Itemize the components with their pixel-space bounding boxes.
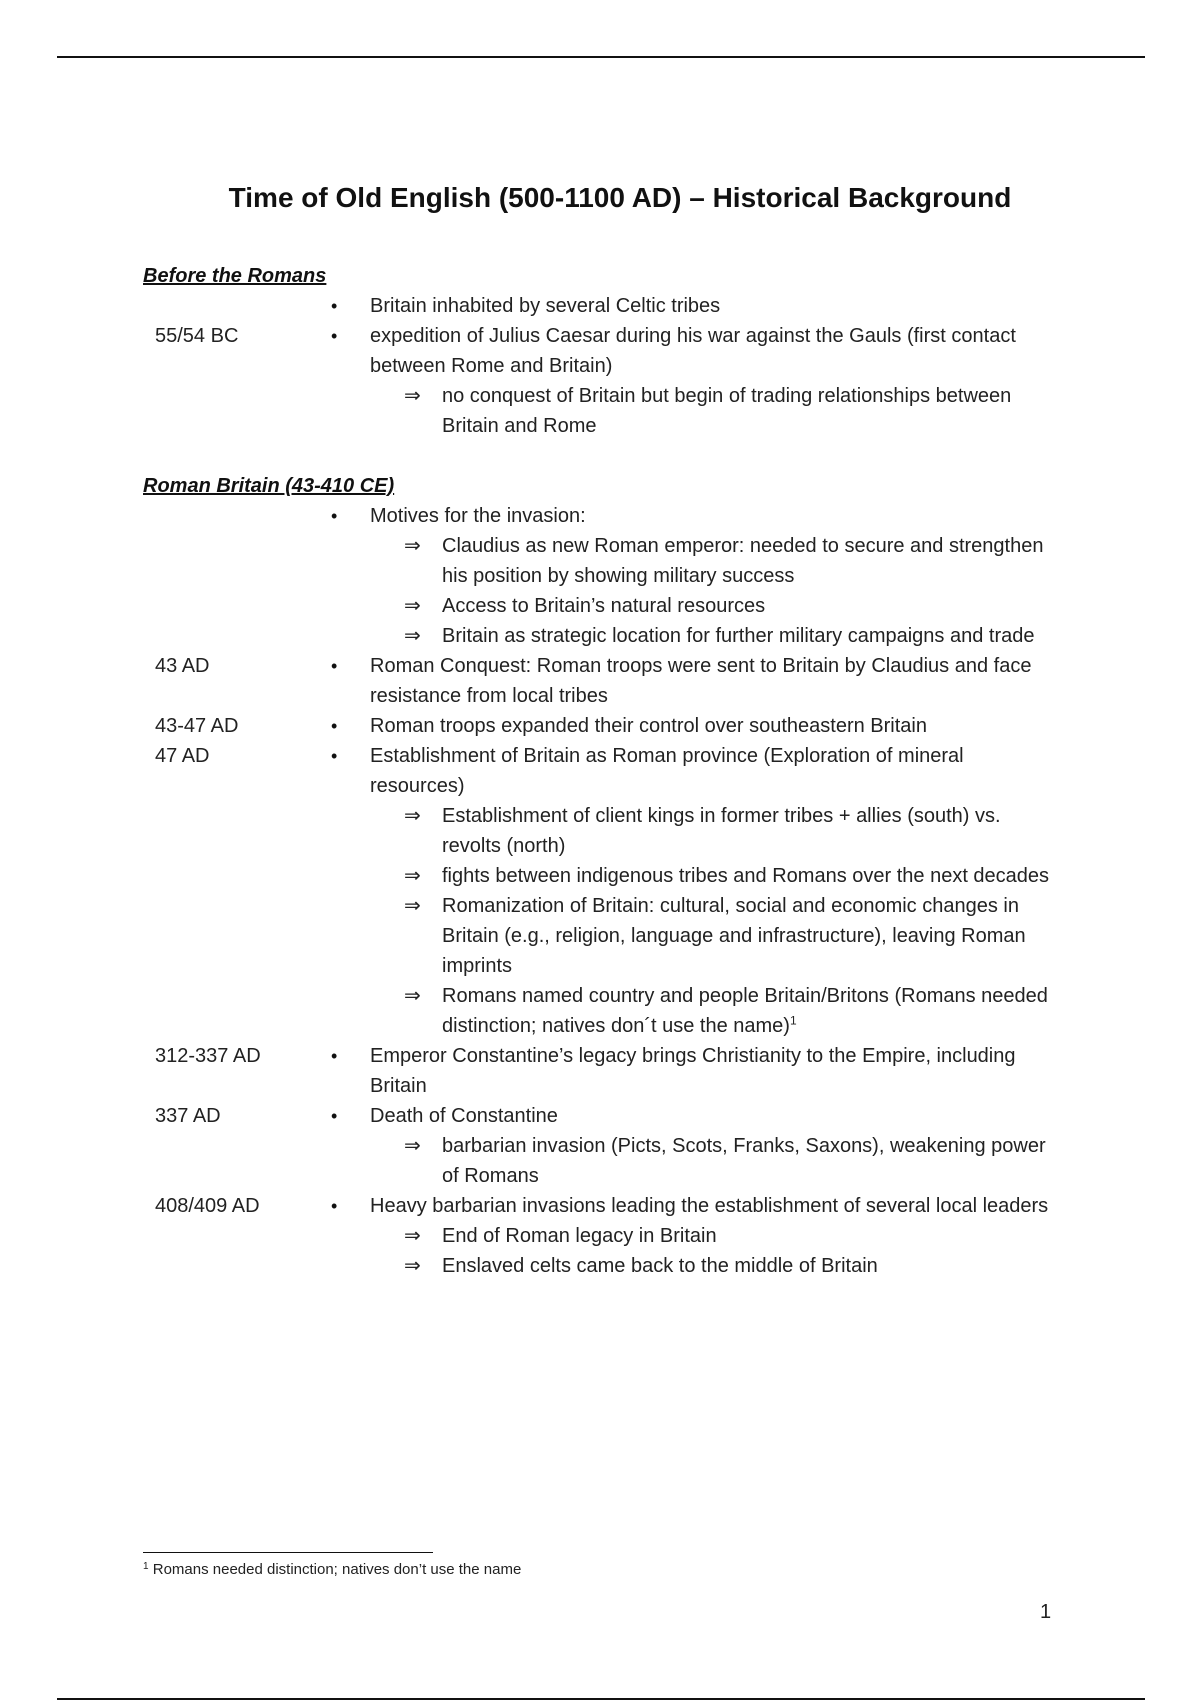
entry-date: 408/409 AD bbox=[155, 1195, 260, 1217]
sub-point bbox=[404, 1251, 1057, 1281]
bullet-icon: • bbox=[331, 296, 338, 316]
arrow-icon: ⇒ bbox=[404, 1255, 421, 1277]
sub-point-text: no conquest of Britain but begin of trading relationships between Britain and Rome bbox=[442, 385, 1012, 437]
bullet-icon: • bbox=[331, 506, 338, 526]
timeline-entry bbox=[143, 291, 1043, 321]
bullet-icon: • bbox=[331, 1196, 338, 1216]
arrow-icon: ⇒ bbox=[404, 625, 421, 647]
arrow-icon: ⇒ bbox=[404, 805, 421, 827]
sub-point-text: Establishment of client kings in former tribes + allies (south) vs. revolts (north) bbox=[442, 805, 1001, 857]
sub-point bbox=[404, 591, 1057, 621]
sub-point bbox=[404, 1221, 1057, 1251]
entry-text: Britain inhabited by several Celtic tribes bbox=[370, 295, 721, 317]
sub-point-text: Romanization of Britain: cultural, social and economic changes in Britain (e.g., religion, language and infrastructure), leaving Roman imprints bbox=[442, 895, 1026, 977]
sub-point-text bbox=[442, 981, 1057, 1041]
timeline-entry bbox=[143, 1191, 1049, 1221]
timeline-entry bbox=[143, 501, 1043, 531]
section-heading: Before the Romans bbox=[143, 265, 327, 287]
entry-date: 337 AD bbox=[155, 1105, 221, 1127]
timeline-entry bbox=[143, 321, 1043, 381]
footnote bbox=[143, 1561, 521, 1578]
entry-text: Establishment of Britain as Roman province (Exploration of mineral resources) bbox=[370, 745, 964, 797]
sub-point-text: Enslaved celts came back to the middle of Britain bbox=[442, 1255, 878, 1277]
header-rule bbox=[57, 56, 1145, 58]
timeline-entry bbox=[143, 1101, 1043, 1131]
bullet-icon: • bbox=[331, 746, 338, 766]
arrow-icon: ⇒ bbox=[404, 865, 421, 887]
entry-text: Death of Constantine bbox=[370, 1105, 558, 1127]
sub-point-text: barbarian invasion (Picts, Scots, Franks, Saxons), weakening power of Romans bbox=[442, 1135, 1046, 1187]
page-number: 1 bbox=[1040, 1601, 1052, 1623]
entry-date: 47 AD bbox=[155, 745, 210, 767]
sub-point bbox=[404, 861, 1057, 891]
entry-date: 43 AD bbox=[155, 655, 210, 677]
timeline-entry bbox=[143, 651, 1043, 711]
sub-point bbox=[404, 801, 1057, 861]
entry-text: expedition of Julius Caesar during his war against the Gauls (first contact between Rome and Britain) bbox=[370, 325, 1016, 377]
bullet-icon: • bbox=[331, 326, 338, 346]
section-roman-britain bbox=[143, 471, 1050, 1281]
sub-point-text: End of Roman legacy in Britain bbox=[442, 1225, 717, 1247]
sub-point-text: Access to Britain’s natural resources bbox=[442, 595, 766, 617]
sub-point-text: Claudius as new Roman emperor: needed to secure and strengthen his position by showing military success bbox=[442, 535, 1044, 587]
footnote-text: Romans needed distinction; natives don’t use the name bbox=[152, 1561, 522, 1578]
entry-text: Heavy barbarian invasions leading the establishment of several local leaders bbox=[370, 1195, 1049, 1217]
sub-point-text: Britain as strategic location for further military campaigns and trade bbox=[442, 625, 1035, 647]
page-title: Time of Old English (500-1100 AD) – Historical Background bbox=[228, 182, 1012, 213]
bullet-icon: • bbox=[331, 716, 338, 736]
sub-point bbox=[404, 621, 1057, 651]
entry-text: Roman Conquest: Roman troops were sent to Britain by Claudius and face resistance from local tribes bbox=[370, 655, 1032, 707]
arrow-icon: ⇒ bbox=[404, 985, 421, 1007]
entry-date: 43-47 AD bbox=[155, 715, 239, 737]
bullet-icon: • bbox=[331, 656, 338, 676]
sub-point bbox=[404, 1131, 1057, 1191]
sub-point bbox=[404, 531, 1057, 591]
entry-text: Emperor Constantine’s legacy brings Christianity to the Empire, including Britain bbox=[370, 1045, 1016, 1097]
entry-text: Motives for the invasion: bbox=[370, 505, 586, 527]
arrow-icon: ⇒ bbox=[404, 535, 421, 557]
arrow-icon: ⇒ bbox=[404, 1135, 421, 1157]
footnote-mark: 1 bbox=[143, 1561, 149, 1572]
section-heading: Roman Britain (43-410 CE) bbox=[143, 475, 395, 497]
entry-date: 55/54 BC bbox=[155, 325, 239, 347]
arrow-icon: ⇒ bbox=[404, 595, 421, 617]
bullet-icon: • bbox=[331, 1046, 338, 1066]
timeline-entry bbox=[143, 1041, 1043, 1101]
sub-point bbox=[404, 981, 1057, 1041]
footnote-separator bbox=[143, 1552, 433, 1553]
section-before-romans bbox=[143, 261, 1043, 441]
arrow-icon: ⇒ bbox=[404, 1225, 421, 1247]
entry-text: Roman troops expanded their control over southeastern Britain bbox=[370, 715, 927, 737]
sub-point-text-body: Romans named country and people Britain/Britons (Romans needed distinction; natives don´t use the name) bbox=[442, 985, 1048, 1037]
entry-date: 312-337 AD bbox=[155, 1045, 261, 1067]
sub-point bbox=[404, 381, 1057, 441]
arrow-icon: ⇒ bbox=[404, 385, 421, 407]
timeline-entry bbox=[143, 711, 1043, 741]
bullet-icon: • bbox=[331, 1106, 338, 1126]
arrow-icon: ⇒ bbox=[404, 895, 421, 917]
sub-point-text: fights between indigenous tribes and Romans over the next decades bbox=[442, 865, 1050, 887]
sub-point bbox=[404, 891, 1057, 981]
timeline-entry bbox=[143, 741, 1043, 801]
footnote-reference[interactable]: 1 bbox=[789, 1013, 797, 1028]
